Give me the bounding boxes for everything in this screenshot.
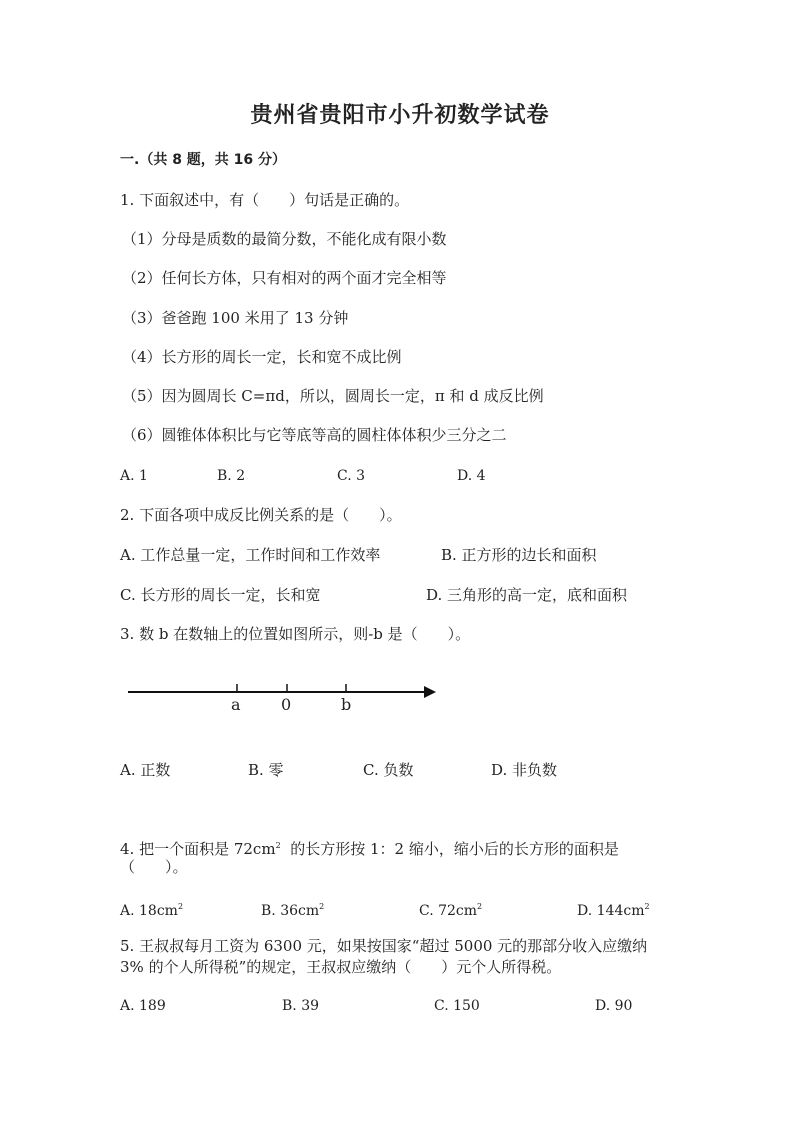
q5-option-c[interactable]: C. 150 (434, 998, 480, 1014)
q4-option-c[interactable]: C. $72cm^2$ (419, 902, 483, 919)
page-title: 贵州省贵阳市小升初数学试卷 (250, 103, 550, 128)
q1-statement-3: （3）爸爸跑 100 米用了 13 分钟 (122, 309, 349, 327)
question-5-stem-line1: 5. 王叔叔每月工资为 6300 元，如果按国家“超过 5000 元的那部分收入应缴纳 (120, 937, 648, 955)
q5-option-b[interactable]: B. 39 (282, 998, 320, 1014)
section-header: 一.（共 8 题，共 16 分） (120, 152, 287, 168)
q1-statement-4: （4）长方形的周长一定，长和宽不成比例 (122, 348, 402, 366)
question-2-stem: 2. 下面各项中成反比例关系的是（ ）。 (120, 506, 402, 524)
question-4-stem (120, 836, 619, 859)
q4-stem-before: 4. 把一个面积是 72cm (120, 840, 276, 858)
q5-option-a[interactable]: A. 189 (120, 998, 166, 1014)
q4-stem-sup: 2 (275, 841, 281, 850)
q3-option-d[interactable]: D. 非负数 (491, 761, 558, 779)
number-line-arrow (424, 686, 436, 698)
q4-stem-after: 的长方形按 1：2 缩小，缩小后的长方形的面积是 (290, 840, 619, 858)
q1-option-c[interactable]: C. 3 (337, 468, 366, 484)
q1-option-a[interactable]: A. 1 (120, 468, 148, 484)
q4-option-a[interactable]: A. $18cm^2$ (120, 902, 184, 919)
question-1-stem: 1. 下面叙述中，有（ ）句话是正确的。 (120, 191, 410, 209)
q3-option-c[interactable]: C. 负数 (363, 761, 414, 779)
question-4-stem-line2: （ ）。 (120, 858, 188, 876)
axis-label-0: 0 (281, 695, 292, 714)
axis-label-b: b (341, 695, 352, 714)
question-5-stem-line2: 3% 的个人所得税”的规定，王叔叔应缴纳（ ）元个人所得税。 (120, 958, 562, 976)
q3-option-a[interactable]: A. 正数 (120, 761, 171, 779)
q1-option-d[interactable]: D. 4 (457, 468, 486, 484)
q2-option-b[interactable]: B. 正方形的边长和面积 (441, 546, 597, 564)
q2-option-c[interactable]: C. 长方形的周长一定，长和宽 (120, 586, 321, 604)
q1-statement-2: （2）任何长方体，只有相对的两个面才完全相等 (122, 269, 447, 287)
q2-option-a[interactable]: A. 工作总量一定，工作时间和工作效率 (120, 546, 381, 564)
q3-option-b[interactable]: B. 零 (248, 761, 284, 779)
q4-option-b[interactable]: B. $36cm^2$ (261, 902, 325, 919)
question-3-stem: 3. 数 b 在数轴上的位置如图所示，则-b 是（ ）。 (120, 625, 471, 643)
q5-option-d[interactable]: D. 90 (595, 998, 633, 1014)
q1-statement-5: （5）因为圆周长 C=πd，所以，圆周长一定，π 和 d 成反比例 (122, 387, 544, 405)
q2-option-d[interactable]: D. 三角形的高一定，底和面积 (426, 586, 628, 604)
axis-label-a: a (231, 695, 241, 714)
q1-option-b[interactable]: B. 2 (217, 468, 246, 484)
q1-statement-1: （1）分母是质数的最简分数，不能化成有限小数 (122, 230, 447, 248)
q4-option-d[interactable]: D. $144cm^2$ (577, 902, 650, 919)
q1-statement-6: （6）圆锥体体积比与它等底等高的圆柱体体积少三分之二 (122, 426, 507, 444)
